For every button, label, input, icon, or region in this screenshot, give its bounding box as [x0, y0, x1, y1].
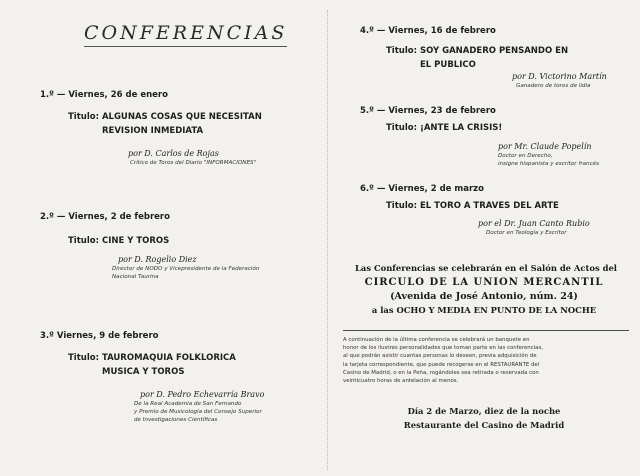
topic-label: Titulo: — [68, 236, 99, 246]
conference-1 — [40, 90, 168, 101]
topic-text: TAUROMAQUIA FOLKLORICA — [101, 353, 236, 363]
banquet-footer — [355, 404, 613, 432]
note-line: A continuación de la última conferencia se celebrará un banquete en — [343, 337, 530, 343]
speaker-name: por D. Pedro Echevarría Bravo — [140, 390, 265, 399]
speaker-credit: insigne hispanista y escritor francés — [498, 161, 600, 167]
speaker-name: por Mr. Claude Popelín — [498, 142, 592, 151]
banquet-venue: Restaurante del Casino de Madrid — [403, 420, 565, 430]
speaker-credit: De la Real Academia de San Fernando — [134, 401, 242, 407]
conference-3 — [40, 331, 158, 342]
conference-2-speaker — [112, 254, 259, 281]
conference-topic-line — [386, 199, 559, 213]
conference-topic-line: REVISION INMEDIATA — [102, 126, 204, 136]
speaker-credit: Director de NODO y Vicepresidente de la Federación — [112, 266, 260, 272]
conference-6-topic — [386, 199, 559, 213]
speaker-credit: y Premio de Musicología del Consejo Superior — [134, 409, 262, 415]
note-line: honor de los ilustres personalidades que toman parte en las conferencias, — [343, 345, 543, 352]
banquet-date: Día 2 de Marzo, diez de la noche — [407, 406, 561, 416]
conference-date: 6.º — Viernes, 2 de marzo — [360, 184, 484, 194]
conference-topic-line — [68, 110, 262, 124]
conference-date: 5.º — Viernes, 23 de febrero — [360, 106, 496, 116]
speaker-credit: Ganadero de toros de lidia — [516, 83, 591, 89]
section-rule — [343, 330, 629, 331]
conference-topic-line — [386, 44, 568, 58]
conference-5-topic — [386, 121, 502, 135]
conference-date: 3.º Viernes, 9 de febrero — [40, 331, 159, 341]
conference-2 — [40, 212, 170, 223]
conference-topic-line: EL PUBLICO — [420, 60, 476, 70]
speaker-credit: Doctor en Teología y Escritor — [486, 230, 567, 236]
venue-announcement — [355, 262, 617, 317]
note-line: al que podrán asistir cuantas personas lo deseen, previa adquisición de — [343, 353, 537, 360]
conference-3-topic — [68, 351, 236, 379]
conference-5-speaker — [496, 141, 599, 168]
topic-text: SOY GANADERO PENSANDO EN — [419, 46, 569, 56]
conference-topic-line — [68, 234, 169, 248]
conference-topic-line — [68, 351, 236, 365]
topic-label: Titulo: — [68, 112, 99, 122]
conference-6-speaker — [478, 218, 590, 237]
note-line: veinticuatro horas de antelación al menos. — [343, 378, 459, 385]
topic-text: EL TORO A TRAVES DEL ARTE — [419, 201, 559, 211]
speaker-credit: Doctor en Derecho, — [498, 153, 553, 159]
topic-text: CINE Y TOROS — [101, 236, 170, 246]
speaker-name: por D. Victorino Martín — [512, 72, 607, 81]
conference-date: 2.º — Viernes, 2 de febrero — [40, 212, 170, 222]
page-title: CONFERENCIAS — [84, 22, 287, 47]
topic-label: Titulo: — [386, 201, 417, 211]
announcement-time: a las OCHO Y MEDIA EN PUNTO DE LA NOCHE — [371, 305, 597, 315]
note-line: la tarjeta correspondiente, que puede recogerse en el RESTAURANTE del — [343, 361, 540, 368]
speaker-credit: Crítico de Toros del Diario "INFORMACIONES" — [130, 160, 257, 166]
note-line: Casino de Madrid, o en la Peña, rogándoles sea retirada o reservada con — [343, 369, 539, 376]
banquet-note — [343, 336, 629, 385]
conference-date: 4.º — Viernes, 16 de febrero — [360, 26, 496, 36]
conference-4-speaker — [512, 71, 607, 90]
venue-name: CIRCULO DE LA UNION MERCANTIL — [364, 277, 604, 288]
topic-label: Titulo: — [386, 46, 417, 56]
conference-1-topic — [68, 110, 262, 138]
conference-6 — [360, 184, 484, 195]
topic-label: Titulo: — [68, 353, 99, 363]
conference-topic-line — [386, 121, 502, 135]
announcement-line: Las Conferencias se celebrarán en el Salón de Actos del — [355, 263, 617, 273]
conference-1-speaker — [128, 148, 256, 167]
conference-date: 1.º — Viernes, 26 de enero — [40, 90, 168, 100]
conference-2-topic — [68, 234, 169, 248]
conference-3-speaker — [130, 389, 264, 424]
topic-text: ALGUNAS COSAS QUE NECESITAN — [101, 112, 262, 122]
speaker-name: por el Dr. Juan Canto Rubio — [478, 219, 590, 228]
page-fold-divider — [327, 10, 328, 470]
speaker-name: por D. Carlos de Rojas — [128, 149, 219, 158]
conference-4 — [360, 26, 496, 37]
topic-label: Titulo: — [386, 123, 417, 133]
conference-4-topic — [386, 44, 568, 72]
speaker-credit: Nacional Taurina — [112, 274, 159, 280]
conference-5 — [360, 106, 496, 117]
venue-address: (Avenida de José Antonio, núm. 24) — [390, 291, 578, 302]
conference-topic-line: MUSICA Y TOROS — [102, 367, 185, 377]
speaker-name: por D. Rogelio Diez — [118, 255, 197, 264]
speaker-credit: de Investigaciones Científicas — [134, 417, 218, 423]
topic-text: ¡ANTE LA CRISIS! — [419, 123, 503, 133]
